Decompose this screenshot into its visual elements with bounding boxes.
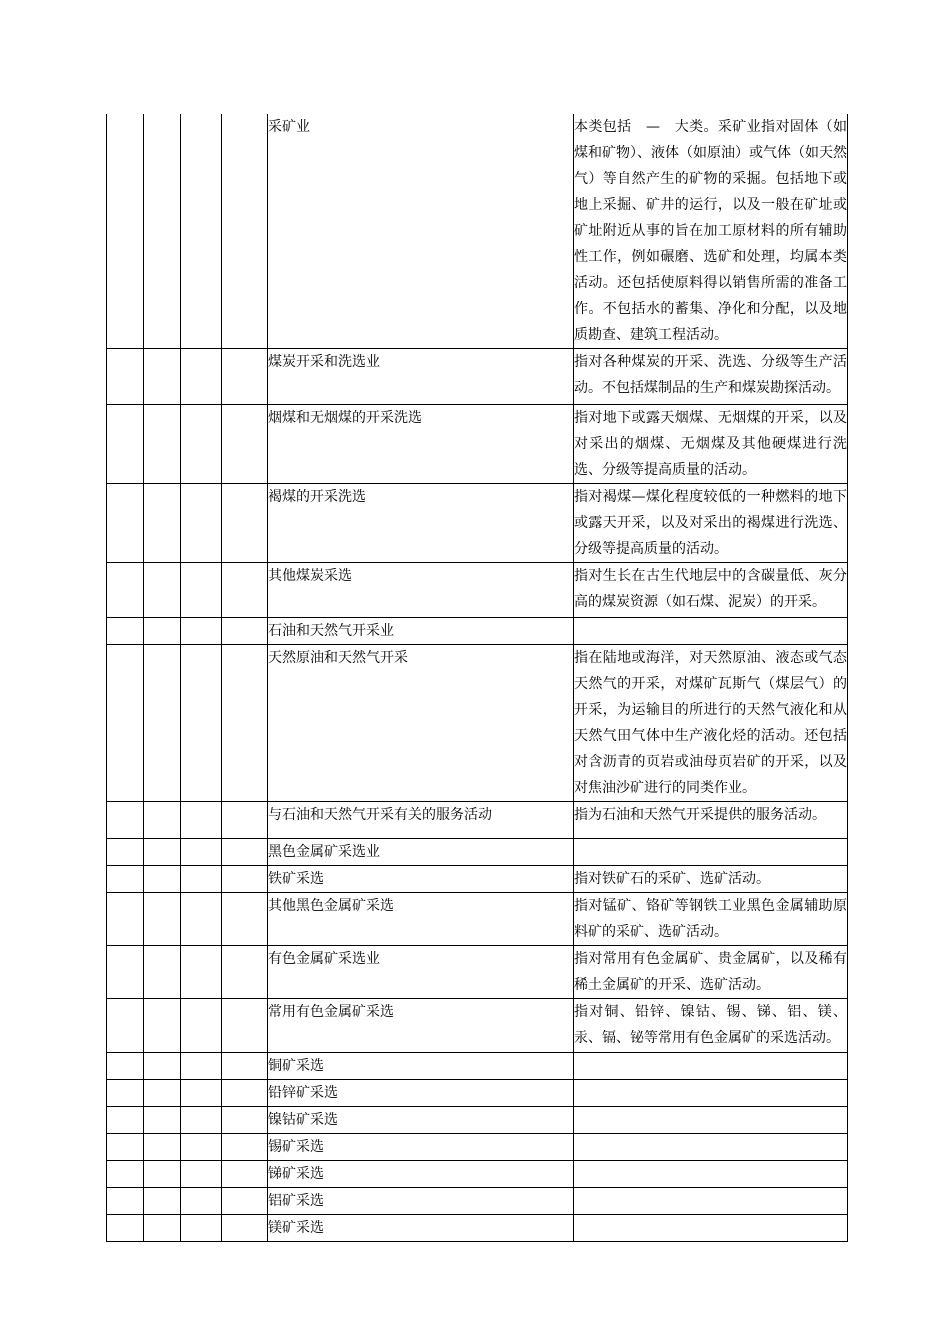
medium-code-cell [181, 1161, 222, 1188]
major-code-cell [144, 563, 181, 618]
table-row [107, 1134, 848, 1161]
minor-code-cell [222, 946, 268, 999]
description-cell [574, 1107, 848, 1134]
category-name-cell: 常用有色金属矿采选 [268, 999, 574, 1053]
table-row [107, 563, 848, 618]
major-code-cell [144, 618, 181, 645]
medium-code-cell [181, 1215, 222, 1242]
medium-code-cell [181, 1053, 222, 1080]
category-name-cell: 其他黑色金属矿采选 [268, 893, 574, 946]
category-code-cell [107, 839, 144, 866]
minor-code-cell [222, 1161, 268, 1188]
description-cell [574, 1161, 848, 1188]
major-code-cell [144, 484, 181, 563]
medium-code-cell [181, 405, 222, 484]
major-code-cell [144, 839, 181, 866]
category-name-cell: 铜矿采选 [268, 1053, 574, 1080]
table-row [107, 946, 848, 999]
major-code-cell [144, 1215, 181, 1242]
minor-code-cell [222, 839, 268, 866]
major-code-cell [144, 946, 181, 999]
minor-code-cell [222, 484, 268, 563]
medium-code-cell [181, 839, 222, 866]
category-code-cell [107, 618, 144, 645]
medium-code-cell [181, 893, 222, 946]
minor-code-cell [222, 866, 268, 893]
category-name-cell: 采矿业 [268, 114, 574, 349]
category-code-cell [107, 563, 144, 618]
category-name-cell: 铝矿采选 [268, 1188, 574, 1215]
medium-code-cell [181, 618, 222, 645]
category-name-cell: 褐煤的开采洗选 [268, 484, 574, 563]
category-name-cell: 铁矿采选 [268, 866, 574, 893]
description-cell [574, 839, 848, 866]
table-row [107, 1107, 848, 1134]
medium-code-cell [181, 1188, 222, 1215]
table-row [107, 645, 848, 802]
description-cell: 本类包括 — 大类。采矿业指对固体（如煤和矿物）、液体（如原油）或气体（如天然气）等自然产生的矿物的采掘。包括地下或地上采掘、矿井的运行，以及一般在矿址或矿址附近从事的旨在加工原材料的所有辅助性工作，例如碾磨、选矿和处理，均属本类活动。还包括使原料得以销售所需的准备工作。不包括水的蓄集、净化和分配，以及地质勘查、建筑工程活动。 [574, 114, 848, 349]
category-name-cell: 石油和天然气开采业 [268, 618, 574, 645]
medium-code-cell [181, 645, 222, 802]
category-name-cell: 其他煤炭采选 [268, 563, 574, 618]
category-code-cell [107, 1188, 144, 1215]
category-code-cell [107, 1080, 144, 1107]
medium-code-cell [181, 1080, 222, 1107]
table-row [107, 839, 848, 866]
medium-code-cell [181, 349, 222, 405]
category-code-cell [107, 1107, 144, 1134]
medium-code-cell [181, 114, 222, 349]
category-code-cell [107, 114, 144, 349]
description-cell: 指在陆地或海洋，对天然原油、液态或气态天然气的开采，对煤矿瓦斯气（煤层气）的开采，为运输目的所进行的天然气液化和从天然气田气体中生产液化烃的活动。还包括对含沥青的页岩或油母页岩矿的开采，以及对焦油沙矿进行的同类作业。 [574, 645, 848, 802]
table-row [107, 1080, 848, 1107]
category-name-cell: 镍钴矿采选 [268, 1107, 574, 1134]
description-cell: 指对锰矿、铬矿等钢铁工业黑色金属辅助原料矿的采矿、选矿活动。 [574, 893, 848, 946]
table-row [107, 405, 848, 484]
table-row [107, 618, 848, 645]
minor-code-cell [222, 114, 268, 349]
major-code-cell [144, 114, 181, 349]
category-code-cell [107, 802, 144, 839]
industry-classification-table [106, 114, 848, 1242]
minor-code-cell [222, 349, 268, 405]
category-name-cell: 天然原油和天然气开采 [268, 645, 574, 802]
category-code-cell [107, 1161, 144, 1188]
category-code-cell [107, 866, 144, 893]
description-cell: 指为石油和天然气开采提供的服务活动。 [574, 802, 848, 839]
major-code-cell [144, 893, 181, 946]
medium-code-cell [181, 563, 222, 618]
minor-code-cell [222, 563, 268, 618]
table-row [107, 484, 848, 563]
description-cell: 指对各种煤炭的开采、洗选、分级等生产活动。不包括煤制品的生产和煤炭勘探活动。 [574, 349, 848, 405]
major-code-cell [144, 802, 181, 839]
minor-code-cell [222, 893, 268, 946]
category-name-cell: 煤炭开采和洗选业 [268, 349, 574, 405]
category-code-cell [107, 1134, 144, 1161]
major-code-cell [144, 1188, 181, 1215]
medium-code-cell [181, 999, 222, 1053]
table-row [107, 1161, 848, 1188]
description-cell [574, 1053, 848, 1080]
minor-code-cell [222, 1107, 268, 1134]
category-name-cell: 镁矿采选 [268, 1215, 574, 1242]
description-cell [574, 1134, 848, 1161]
major-code-cell [144, 1053, 181, 1080]
category-code-cell [107, 349, 144, 405]
table-row [107, 349, 848, 405]
table-row [107, 1215, 848, 1242]
category-name-cell: 铅锌矿采选 [268, 1080, 574, 1107]
major-code-cell [144, 349, 181, 405]
category-name-cell: 黑色金属矿采选业 [268, 839, 574, 866]
category-name-cell: 有色金属矿采选业 [268, 946, 574, 999]
category-name-cell: 锡矿采选 [268, 1134, 574, 1161]
category-code-cell [107, 1053, 144, 1080]
table-row [107, 999, 848, 1053]
category-name-cell: 锑矿采选 [268, 1161, 574, 1188]
minor-code-cell [222, 1188, 268, 1215]
medium-code-cell [181, 484, 222, 563]
major-code-cell [144, 1161, 181, 1188]
description-cell [574, 1215, 848, 1242]
major-code-cell [144, 999, 181, 1053]
medium-code-cell [181, 1134, 222, 1161]
description-cell: 指对生长在古生代地层中的含碳量低、灰分高的煤炭资源（如石煤、泥炭）的开采。 [574, 563, 848, 618]
major-code-cell [144, 645, 181, 802]
description-cell: 指对褐煤—煤化程度较低的一种燃料的地下或露天开采，以及对采出的褐煤进行洗选、分级等提高质量的活动。 [574, 484, 848, 563]
table-row [107, 114, 848, 349]
major-code-cell [144, 405, 181, 484]
medium-code-cell [181, 866, 222, 893]
medium-code-cell [181, 946, 222, 999]
minor-code-cell [222, 802, 268, 839]
category-code-cell [107, 1215, 144, 1242]
category-code-cell [107, 999, 144, 1053]
description-cell: 指对地下或露天烟煤、无烟煤的开采，以及对采出的烟煤、无烟煤及其他硬煤进行洗选、分级等提高质量的活动。 [574, 405, 848, 484]
major-code-cell [144, 1134, 181, 1161]
minor-code-cell [222, 1134, 268, 1161]
description-cell [574, 618, 848, 645]
table-row [107, 1188, 848, 1215]
table-row [107, 866, 848, 893]
description-cell: 指对铁矿石的采矿、选矿活动。 [574, 866, 848, 893]
category-code-cell [107, 484, 144, 563]
minor-code-cell [222, 618, 268, 645]
description-cell: 指对铜、铅锌、镍钴、锡、锑、铝、镁、汞、镉、铋等常用有色金属矿的采选活动。 [574, 999, 848, 1053]
major-code-cell [144, 1080, 181, 1107]
description-cell [574, 1188, 848, 1215]
major-code-cell [144, 1107, 181, 1134]
minor-code-cell [222, 405, 268, 484]
table-row [107, 802, 848, 839]
medium-code-cell [181, 802, 222, 839]
description-cell [574, 1080, 848, 1107]
minor-code-cell [222, 1215, 268, 1242]
category-name-cell: 与石油和天然气开采有关的服务活动 [268, 802, 574, 839]
category-code-cell [107, 645, 144, 802]
minor-code-cell [222, 1053, 268, 1080]
table-row [107, 893, 848, 946]
minor-code-cell [222, 1080, 268, 1107]
minor-code-cell [222, 645, 268, 802]
description-cell: 指对常用有色金属矿、贵金属矿，以及稀有稀土金属矿的开采、选矿活动。 [574, 946, 848, 999]
table-row [107, 1053, 848, 1080]
medium-code-cell [181, 1107, 222, 1134]
major-code-cell [144, 866, 181, 893]
category-code-cell [107, 893, 144, 946]
minor-code-cell [222, 999, 268, 1053]
category-code-cell [107, 405, 144, 484]
category-name-cell: 烟煤和无烟煤的开采洗选 [268, 405, 574, 484]
category-code-cell [107, 946, 144, 999]
